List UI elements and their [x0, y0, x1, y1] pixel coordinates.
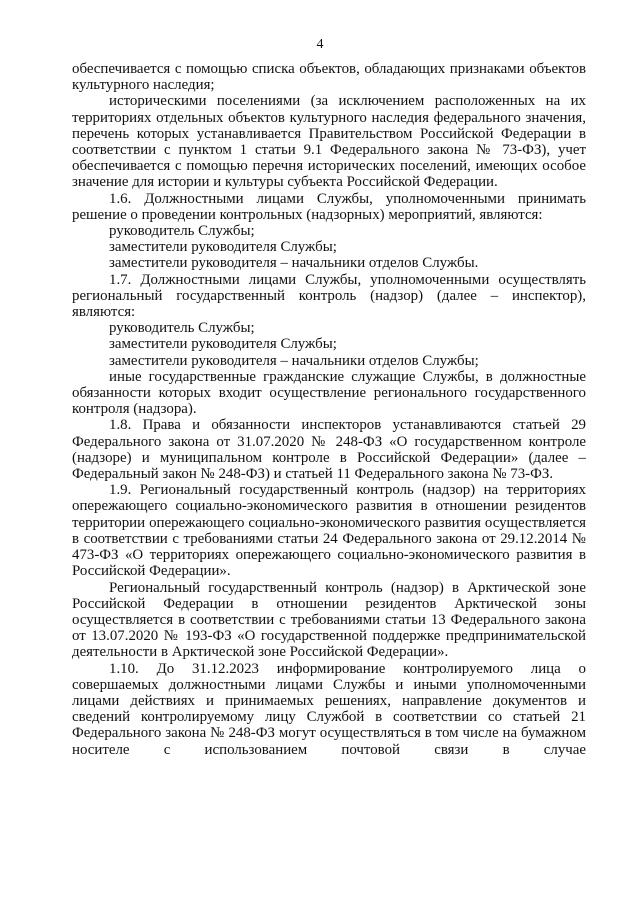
paragraph-1-6: 1.6. Должностными лицами Службы, уполномоченными принимать решение о проведении контрольных (надзорных) мероприятий, являются: — [72, 190, 586, 223]
paragraph-cultural-heritage-list: обеспечивается с помощью списка объектов, обладающих признаками объектов культурного наследия; — [72, 61, 586, 94]
paragraph-1-8: 1.8. Права и обязанности инспекторов устанавливаются статьей 29 Федерального закона от 31.07.2020 № 248-ФЗ «О государственном контроле (надзоре) и муниципальном контроле в Российской Федерации» (далее – Федеральный закон № 248-ФЗ) и статьей 11 Федерального закона № 73-ФЗ. — [72, 417, 586, 483]
document-body — [72, 61, 586, 758]
list-item-deputies: заместители руководителя Службы; — [109, 239, 337, 256]
paragraph-arctic-zone: Региональный государственный контроль (надзор) в Арктической зоне Российской Федерации в отношении резидентов Арктической зоны осуществляется в соответствии с требованиями статьи 13 Федерального закона от 13.07.2020 № 193-ФЗ «О государственной поддержке предпринимательской деятельности в Арктической зоне Российской Федерации». — [72, 579, 586, 661]
paragraph-1-10: 1.10. До 31.12.2023 информирование контролируемого лица о совершаемых должностными лицами Службы и иными уполномоченными лицами действиях и принимаемых решениях, направление документов и сведений контролируемому лицу Службой в соответствии со статьей 21 Федерального закона № 248-ФЗ могут осуществляться в том числе на бумажном носителе с использованием почтовой связи в случае — [72, 660, 586, 758]
list-item-deputy-heads: заместители руководителя – начальники отделов Службы. — [109, 255, 479, 272]
paragraph-1-7: 1.7. Должностными лицами Службы, уполномоченными осуществлять региональный государственный контроль (надзор) (далее – инспектор), являются: — [72, 271, 586, 321]
list-item-civil-servants: иные государственные гражданские служащие Службы, в должностные обязанности которых входит осуществление регионального государственного контроля (надзора). — [72, 368, 586, 418]
list-item-deputy-heads: заместители руководителя – начальники отделов Службы; — [109, 352, 479, 369]
paragraph-1-9: 1.9. Региональный государственный контроль (надзор) на территориях опережающего социально-экономического развития в отношении резидентов территории опережающего социально-экономического развития осуществляется в соответствии с требованиями статьи 24 Федерального закона от 29.12.2014 № 473-ФЗ «О территориях опережающего социально-экономического развития в Российской Федерации». — [72, 482, 586, 580]
list-item-head: руководитель Службы; — [109, 223, 255, 240]
list-item-deputies: заместители руководителя Службы; — [109, 336, 337, 353]
page-number: 4 — [316, 37, 324, 52]
paragraph-historic-settlements: историческими поселениями (за исключением расположенных на их территориях отдельных объектов культурного наследия федерального значения, перечень которых устанавливается Правительством Российской Федерации в соответствии с пунктом 1 статьи 9.1 Федерального закона № 73-ФЗ), учет обеспечивается с помощью перечня исторических поселений, имеющих особое значение для истории и культуры субъекта Российской Федерации. — [72, 93, 586, 191]
list-item-head: руководитель Службы; — [109, 320, 255, 337]
